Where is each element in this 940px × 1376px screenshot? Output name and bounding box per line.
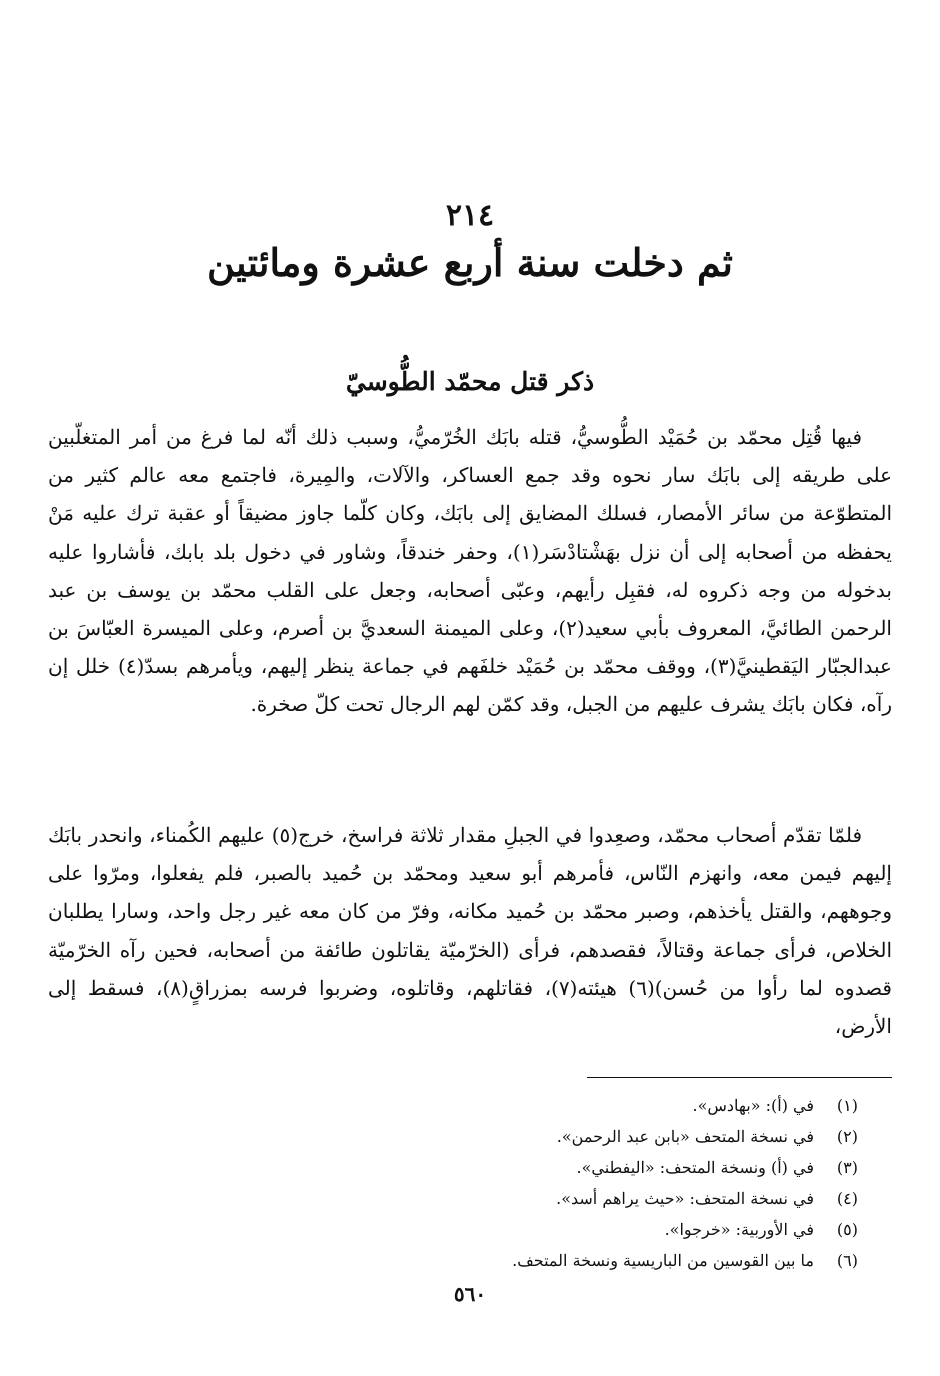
chapter-title: ثم دخلت سنة أربع عشرة ومائتين bbox=[207, 240, 733, 285]
footnote-3 bbox=[120, 1152, 858, 1183]
footnote-text: في الأوربية: «خرجوا». bbox=[664, 1220, 814, 1239]
footnote-divider bbox=[587, 1077, 892, 1078]
page-number: ٥٦٠ bbox=[453, 1282, 487, 1306]
footnote-text: ما بين القوسين من الباريسية ونسخة المتحف. bbox=[512, 1251, 814, 1270]
footnote-5 bbox=[120, 1214, 858, 1245]
section-title: ذكر قتل محمّد الطُّوسيّ bbox=[345, 367, 595, 396]
footnote-number: (٦) bbox=[836, 1251, 858, 1270]
footnote-2 bbox=[120, 1121, 858, 1152]
footnote-6 bbox=[120, 1245, 858, 1276]
footnote-number: (٥) bbox=[836, 1220, 858, 1239]
paragraph-1: فيها قُتِل محمّد بن حُمَيْد الطُّوسيُّ، قتله بابَك الخُرّميُّ، وسبب ذلك أنّه لما فرغ من أمر المتغلّبين على طريقه إلى بابَك سار نحوه وقد جمع العساكر، والآلات، والمِيرة، فاجتمع معه عالم كثير من المتطوّعة من سائر الأمصار، فسلك المضايق إلى بابَك، وكان كلّما جاوز مضيقاً أو عقبة ترك عليه مَنْ يحفظه من أصحابه إلى أن نزل بهَشْتادْسَر(١)، وحفر خندقاً، وشاور في دخول بلد بابك، فأشاروا عليه بدخوله من وجه ذكروه له، فقبِل رأيهم، وعبّى أصحابه، وجعل على القلب محمّد بن يوسف بن عبد الرحمن الطائيَّ، المعروف بأبي سعيد(٢)، وعلى الميمنة السعديَّ بن أصرم، وعلى الميسرة العبّاسَ بن عبدالجبّار اليَقطينيَّ(٣)، ووقف محمّد بن حُمَيْد خلفَهم في جماعة ينظر إليهم، ويأمرهم بسدّ(٤) خلل إن رآه، فكان بابَك يشرف عليهم من الجبل، وقد كمّن لهم الرجال تحت كلّ صخرة. bbox=[48, 425, 893, 717]
footnote-number: (٣) bbox=[836, 1158, 858, 1177]
footnote-text: في نسخة المتحف: «حيث يراهم أسد». bbox=[556, 1189, 814, 1208]
footnote-number: (٤) bbox=[836, 1189, 858, 1208]
footnote-number: (٢) bbox=[836, 1127, 858, 1146]
footnote-text: في (أ) ونسخة المتحف: «اليفطني». bbox=[576, 1158, 814, 1177]
footnote-4 bbox=[120, 1183, 858, 1214]
body-text-block-2 bbox=[48, 816, 892, 1045]
body-text-block-1 bbox=[48, 418, 892, 724]
footnotes bbox=[120, 1090, 858, 1276]
footnote-text: في نسخة المتحف «بابن عبد الرحمن». bbox=[556, 1127, 814, 1146]
footnote-1 bbox=[120, 1090, 858, 1121]
paragraph-2: فلمّا تقدّم أصحاب محمّد، وصعِدوا في الجبلِ مقدار ثلاثة فراسخ، خرج(٥) عليهم الكُمناء، وانحدر بابَك إليهم فيمن معه، وانهزم النّاس، فأمرهم أبو سعيد ومحمّد بن حُميد بالصبر، فلم يفعلوا، ومرّوا على وجوههم، والقتل يأخذهم، وصبر محمّد بن حُميد مكانه، وفرّ من كان معه غير رجل واحد، وسارا يطلبان الخلاص، فرأى جماعة وقتالاً، فقصدهم، فرأى (الخرّميّة يقاتلون طائفة من أصحابه، فحين رآه الخرّميّة قصدوه لما رأوا من حُسن)(٦) هيئته(٧)، فقاتلهم، وقاتلوه، وضربوا فرسه بمزراقٍ(٨)، فسقط إلى الأرض، bbox=[48, 823, 892, 1039]
year-heading: ٢١٤ bbox=[445, 198, 495, 233]
footnote-number: (١) bbox=[836, 1096, 858, 1115]
footnote-text: في (أ): «بهادس». bbox=[692, 1096, 814, 1115]
